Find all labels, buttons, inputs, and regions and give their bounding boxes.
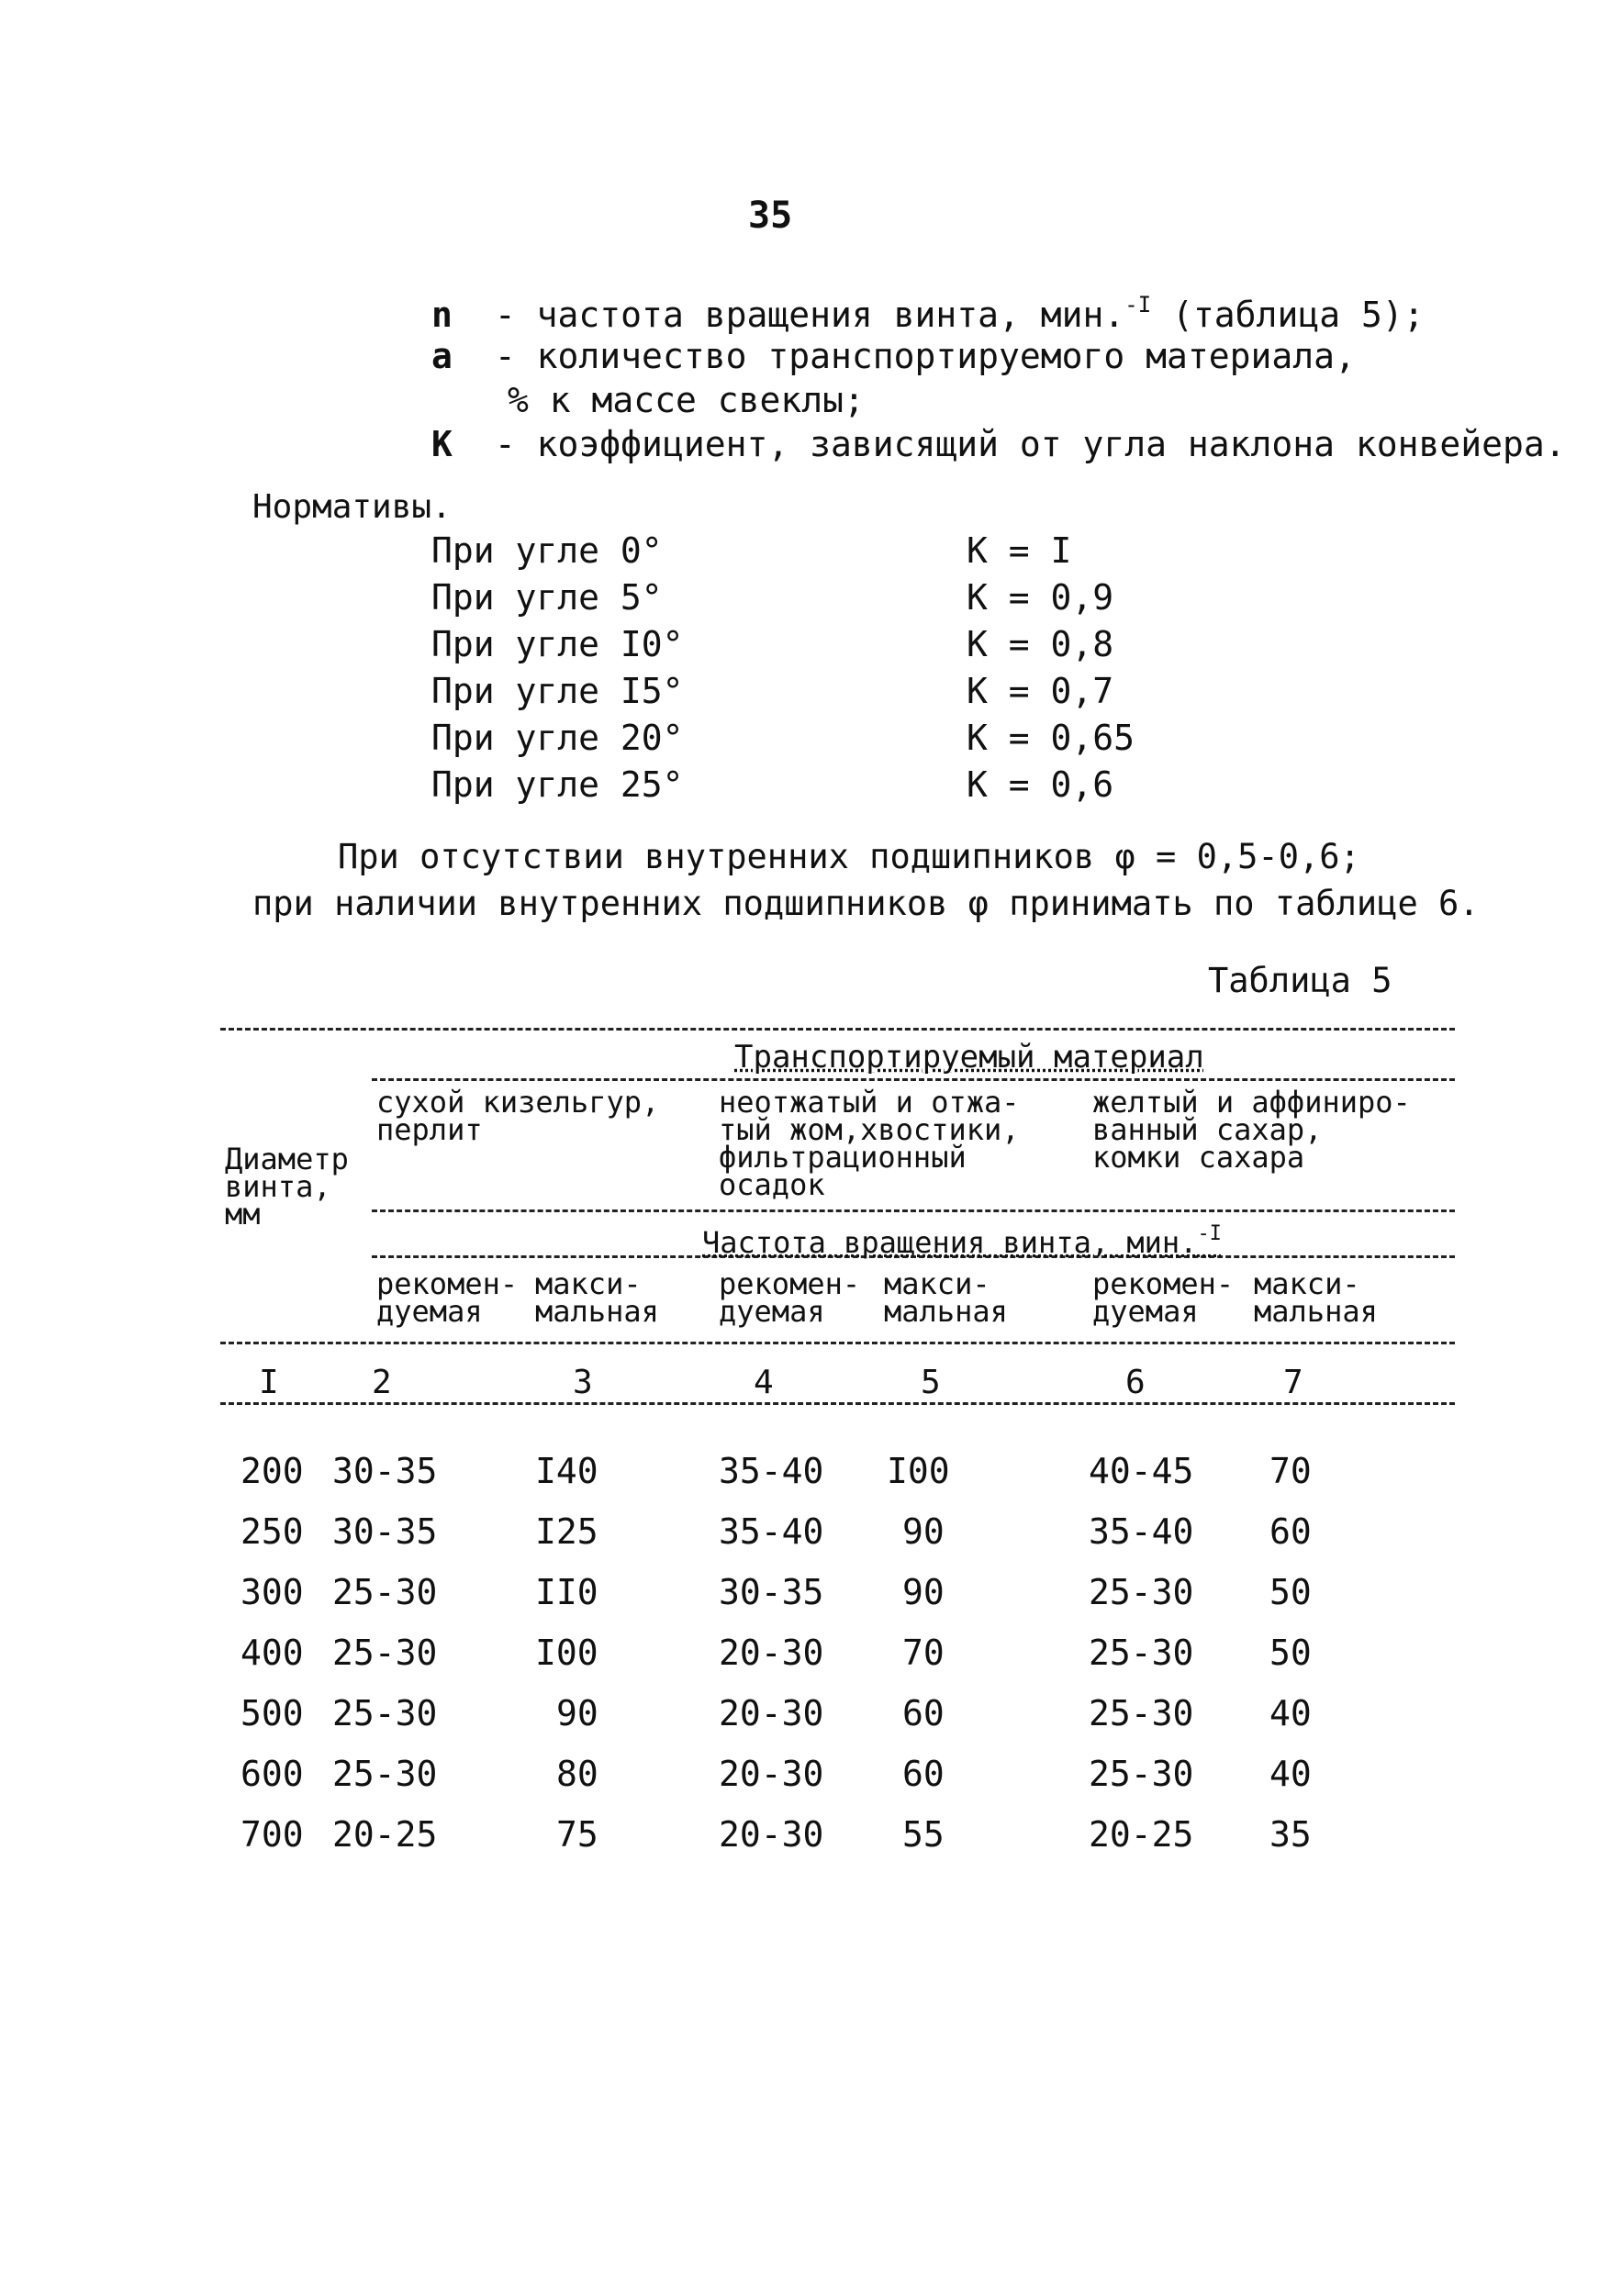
table-cell: 20-30 xyxy=(719,1693,824,1733)
material-header: сухой кизельгур, перлит xyxy=(376,1085,660,1147)
norm-value: К = I xyxy=(967,530,1072,571)
table-cell: 700 xyxy=(240,1814,304,1855)
material-group-header: Транспортируемый материал xyxy=(734,1039,1204,1076)
table-cell: 25-30 xyxy=(332,1633,438,1673)
header-bottom-rule xyxy=(220,1342,1455,1344)
table-caption: Таблица 5 xyxy=(1208,961,1392,1000)
table-cell: 30-35 xyxy=(332,1511,438,1552)
table-cell: 90 xyxy=(902,1572,945,1612)
table-cell: 25-30 xyxy=(332,1693,438,1733)
definition-dash: - xyxy=(494,336,516,376)
definition-superscript: -I xyxy=(1124,292,1152,318)
table-cell: 25-30 xyxy=(332,1754,438,1794)
page-number: 35 xyxy=(748,195,793,237)
table-cell: 25-30 xyxy=(1089,1633,1194,1673)
norm-value: К = 0,7 xyxy=(967,671,1114,711)
table-cell: 60 xyxy=(902,1754,945,1794)
speed-group-header xyxy=(702,1222,1222,1260)
table-cell: I40 xyxy=(535,1451,598,1491)
table-cell: 25-30 xyxy=(1089,1572,1194,1612)
norm-value: К = 0,8 xyxy=(967,624,1114,664)
column-numbers-rule xyxy=(220,1402,1455,1405)
column-number: 2 xyxy=(372,1364,392,1401)
table-cell: 40 xyxy=(1269,1754,1312,1794)
table-cell: I00 xyxy=(887,1451,950,1491)
material-names-rule xyxy=(372,1209,1455,1212)
subheader: рекомен- дуемая xyxy=(719,1266,861,1329)
table-cell: 60 xyxy=(902,1693,945,1733)
subheader: рекомен- дуемая xyxy=(1092,1266,1235,1329)
table-cell: 20-30 xyxy=(719,1754,824,1794)
definition-text: коэффициент, зависящий от угла наклона конвейера. xyxy=(536,424,1566,464)
material-header: желтый и аффиниро- ванный сахар, комки сахара xyxy=(1092,1085,1411,1175)
table-cell: 80 xyxy=(556,1754,598,1794)
subheader: рекомен- дуемая xyxy=(376,1266,519,1329)
table-cell: I25 xyxy=(535,1511,598,1552)
subheader: макси- мальная xyxy=(1254,1266,1378,1329)
definition-text: количество транспортируемого материала, xyxy=(536,336,1356,376)
norm-label: При угле 0° xyxy=(431,530,663,571)
table-cell: 30-35 xyxy=(332,1451,438,1491)
table-cell: 20-25 xyxy=(332,1814,438,1855)
table-cell: 75 xyxy=(556,1814,598,1855)
norm-label: При угле I5° xyxy=(431,671,684,711)
speed-group-superscript: -I xyxy=(1197,1222,1222,1245)
table-cell: 50 xyxy=(1269,1572,1312,1612)
definition-row xyxy=(431,424,1566,464)
column-number: 4 xyxy=(754,1364,774,1401)
column-number: 3 xyxy=(573,1364,593,1401)
speed-group-text: Частота вращения винта, мин. xyxy=(702,1225,1198,1260)
table-cell: 35-40 xyxy=(1089,1511,1194,1552)
material-header: неотжатый и отжа- тый жом,хвостики, фильтрационный осадок xyxy=(719,1085,1020,1202)
table-cell: 25-30 xyxy=(1089,1693,1194,1733)
column-number: 7 xyxy=(1283,1364,1303,1401)
definition-row xyxy=(508,380,865,420)
table-cell: I00 xyxy=(535,1633,598,1673)
table-cell: 50 xyxy=(1269,1633,1312,1673)
table-cell: 20-30 xyxy=(719,1633,824,1673)
definition-row xyxy=(431,292,1425,335)
norm-label: При угле 5° xyxy=(431,577,663,618)
diameter-header: Диаметр винта, мм xyxy=(225,1142,349,1232)
table-cell: 25-30 xyxy=(1089,1754,1194,1794)
table-cell: 70 xyxy=(902,1633,945,1673)
column-number: 5 xyxy=(921,1364,941,1401)
subheader: макси- мальная xyxy=(884,1266,1008,1329)
table-cell: 90 xyxy=(556,1693,598,1733)
table-cell: 25-30 xyxy=(332,1572,438,1612)
table-cell: 500 xyxy=(240,1693,304,1733)
definition-dash: - xyxy=(494,295,516,335)
norm-value: К = 0,65 xyxy=(967,718,1135,758)
norm-label: При угле 20° xyxy=(431,718,684,758)
table-cell: 300 xyxy=(240,1572,304,1612)
note-line: При отсутствии внутренних подшипников φ = 0,5-0,6; xyxy=(338,837,1360,876)
column-number: I xyxy=(259,1364,279,1401)
table-cell: 40 xyxy=(1269,1693,1312,1733)
table-cell: 30-35 xyxy=(719,1572,824,1612)
definition-row xyxy=(431,336,1356,376)
definition-text: % к массе свеклы; xyxy=(508,380,865,420)
definition-dash: - xyxy=(494,424,516,464)
table-cell: 20-25 xyxy=(1089,1814,1194,1855)
norm-label: При угле 25° xyxy=(431,764,684,805)
table-cell: 90 xyxy=(902,1511,945,1552)
norm-value: К = 0,9 xyxy=(967,577,1114,618)
table-top-rule xyxy=(220,1028,1455,1031)
definition-after: (таблица 5); xyxy=(1151,295,1425,335)
table-cell: 35-40 xyxy=(719,1451,824,1491)
norm-value: К = 0,6 xyxy=(967,764,1114,805)
subheader: макси- мальная xyxy=(535,1266,659,1329)
table-cell: 20-30 xyxy=(719,1814,824,1855)
table-cell: 35-40 xyxy=(719,1511,824,1552)
table-cell: 60 xyxy=(1269,1511,1312,1552)
note-line: при наличии внутренних подшипников φ принимать по таблице 6. xyxy=(252,884,1480,923)
definition-symbol: n xyxy=(431,295,453,335)
material-group-rule xyxy=(372,1078,1455,1081)
definition-symbol: а xyxy=(431,336,453,376)
table-cell: 200 xyxy=(240,1451,304,1491)
table-cell: 70 xyxy=(1269,1451,1312,1491)
definition-symbol: К xyxy=(431,424,453,464)
definition-text: частота вращения винта, мин. xyxy=(536,295,1125,335)
table-cell: 55 xyxy=(902,1814,945,1855)
table-cell: 35 xyxy=(1269,1814,1312,1855)
table-cell: 250 xyxy=(240,1511,304,1552)
table-cell: 400 xyxy=(240,1633,304,1673)
column-number: 6 xyxy=(1125,1364,1146,1401)
norms-heading: Нормативы. xyxy=(252,488,452,526)
table-cell: II0 xyxy=(535,1572,598,1612)
table-cell: 600 xyxy=(240,1754,304,1794)
norm-label: При угле I0° xyxy=(431,624,684,664)
table-cell: 40-45 xyxy=(1089,1451,1194,1491)
